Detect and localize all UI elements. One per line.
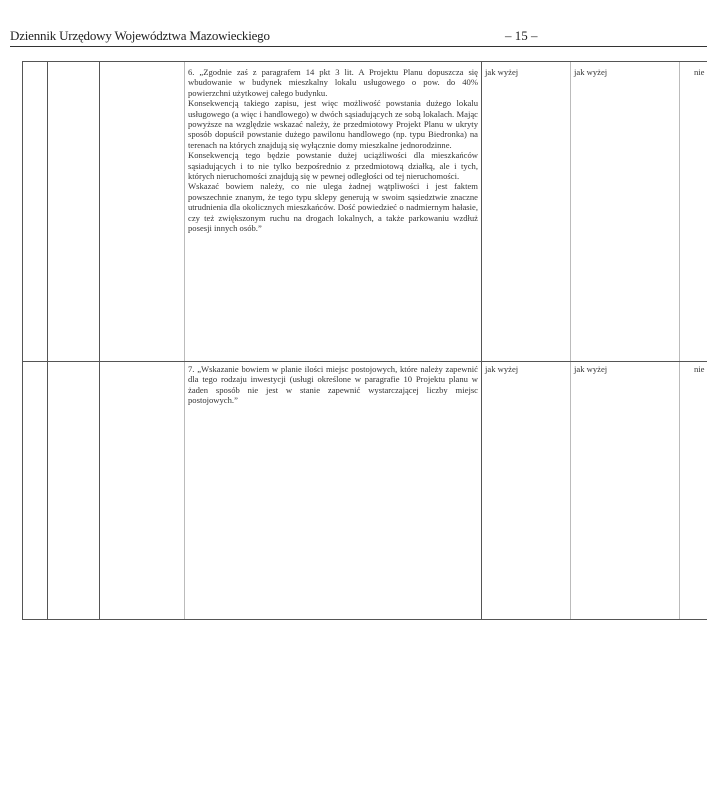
justification-cell: jak wyżej bbox=[574, 364, 608, 374]
remark-paragraph: Konsekwencją tego będzie powstanie dużej uciążliwości dla mieszkańców sąsiadujących i to nie tylko bezpośrednio z przedmiotową działką, ale i tych, których nieruchomości znajdują się w pewnej odległości od tej nieruchomości. bbox=[188, 150, 478, 182]
column-divider bbox=[47, 62, 48, 619]
row-divider bbox=[23, 361, 707, 362]
remark-paragraph: Wskazać bowiem należy, co nie ulega żadnej wątpliwości i jest faktem powszechnie znanym, że tego typu sklepy generują w swoim sąsiedztwie znaczne utrudnienia dla okolicznych mieszkańców. Dość powiedzieć o nadmiernym hałasie, czy też zwiększonym ruchu na drogach lokalnych, a także parkowaniu wzdłuż posesji innych osób.” bbox=[188, 181, 478, 234]
column-divider bbox=[184, 62, 185, 619]
remark-paragraph: 7. „Wskazanie bowiem w planie ilości miejsc postojowych, które należy zapewnić dla tego rodzaju inwestycji (usługi określone w paragrafie 10 Projektu planu w żaden sposób nie jest w stanie zapewnić wystarczającej liczby miejsc postojowych.” bbox=[188, 364, 478, 406]
resolution-cell: jak wyżej bbox=[485, 67, 519, 77]
remarks-table bbox=[22, 61, 707, 620]
journal-title: Dziennik Urzędowy Województwa Mazowieckiego bbox=[10, 28, 270, 43]
table-row bbox=[188, 364, 478, 406]
resolution-cell: jak wyżej bbox=[485, 364, 519, 374]
remark-paragraph: 6. „Zgodnie zaś z paragrafem 14 pkt 3 lit. A Projektu Planu dopuszcza się wbudowanie w budynek mieszkalny lokalu usługowego o pow. do 40% powierzchni użytkowej całego budynku. bbox=[188, 67, 478, 98]
remark-paragraph: Konsekwencją takiego zapisu, jest więc możliwość powstania dużego lokalu usługowego (a więc i handlowego) w dwóch sąsiadujących ze sobą lokalach. Mając powyższe na względzie wskazać należy, że przedmiotowy Projekt Planu w ukryty sposób dopuścił powstanie dużego pawilonu handlowego (np. typu Biedronka) na terenach na których znajdują się wyłącznie domy mieszkalne jednorodzinne. bbox=[188, 98, 478, 150]
decision-cell: nie bbox=[694, 67, 705, 77]
page-number: – 15 – bbox=[505, 28, 538, 43]
table-row bbox=[188, 67, 478, 234]
decision-cell: nie bbox=[694, 364, 705, 374]
column-divider bbox=[481, 62, 482, 619]
column-divider bbox=[99, 62, 100, 619]
page-header bbox=[10, 28, 707, 47]
justification-cell: jak wyżej bbox=[574, 67, 608, 77]
column-divider bbox=[570, 62, 571, 619]
column-divider bbox=[679, 62, 680, 619]
